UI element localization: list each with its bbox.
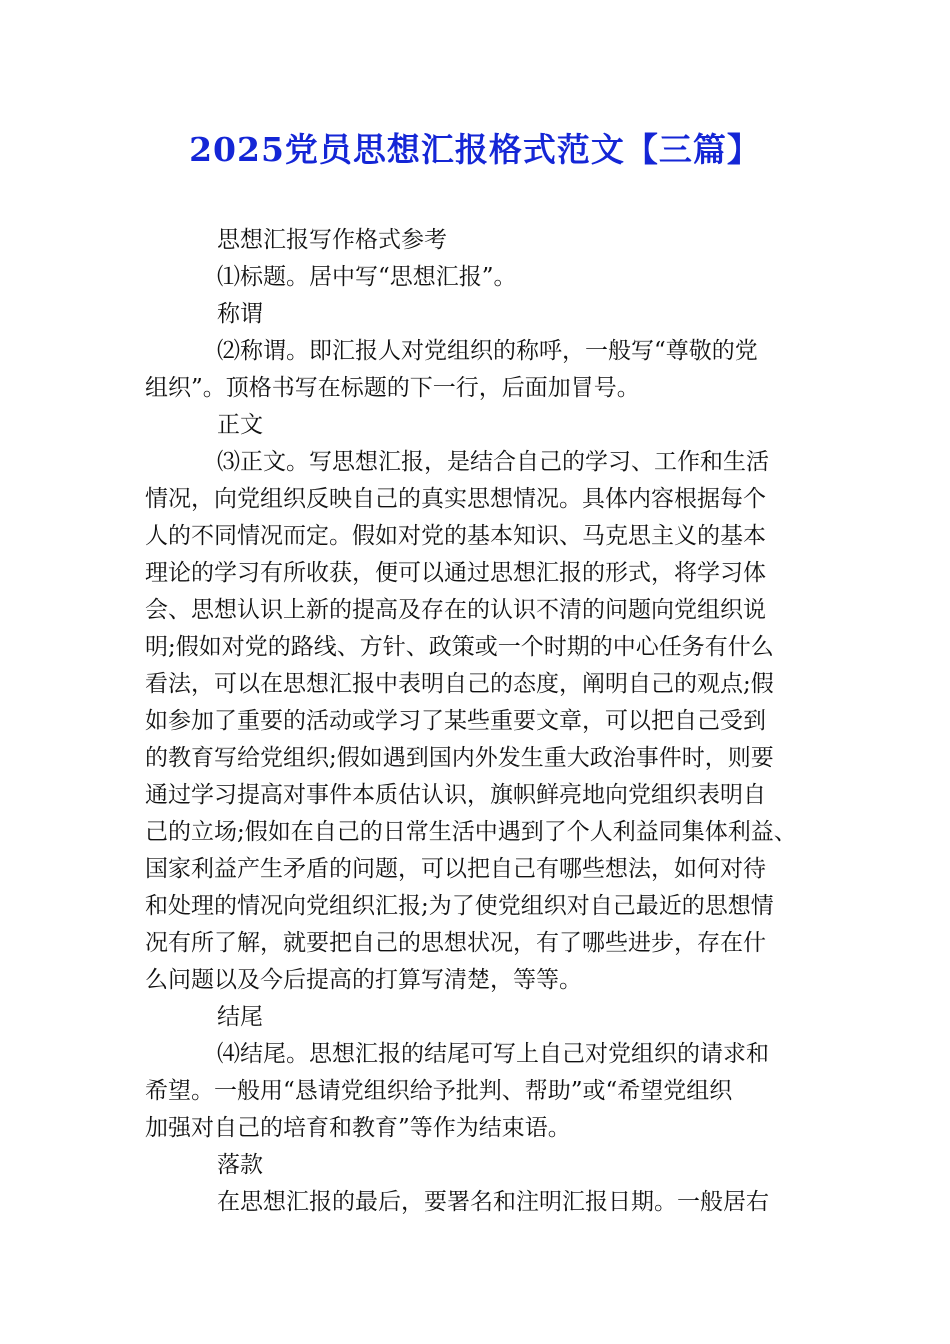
paragraph-line: 国家利益产生矛盾的问题，可以把自己有哪些想法，如何对待: [145, 856, 766, 882]
paragraph-line: 理论的学习有所收获，便可以通过思想汇报的形式，将学习体: [145, 560, 766, 586]
document-title: 2025党员思想汇报格式范文【三篇】: [189, 130, 761, 169]
paragraph-first-line: ⑴标题。居中写“思想汇报”。: [217, 264, 517, 290]
paragraph-line: 加强对自己的培育和教育”等作为结束语。: [145, 1115, 571, 1141]
paragraph-line: 的教育写给党组织;假如遇到国内外发生重大政治事件时，则要: [145, 745, 774, 771]
paragraph-line: 么问题以及今后提高的打算写清楚，等等。: [145, 967, 582, 993]
paragraph-line: 况有所了解，就要把自己的思想状况，有了哪些进步，存在什: [145, 930, 766, 956]
paragraph-first-line: 落款: [217, 1152, 263, 1178]
paragraph-first-line: ⑶正文。写思想汇报，是结合自己的学习、工作和生活: [217, 449, 769, 475]
paragraph-line: 己的立场;假如在自己的日常生活中遇到了个人利益同集体利益、: [145, 819, 797, 845]
paragraph-line: 会、思想认识上新的提高及存在的认识不清的问题向党组织说: [145, 597, 766, 623]
document-body: [145, 222, 825, 1221]
paragraph-first-line: ⑷结尾。思想汇报的结尾可写上自己对党组织的请求和: [217, 1041, 769, 1067]
paragraph-first-line: 思想汇报写作格式参考: [217, 227, 447, 253]
paragraph-line: 组织”。顶格书写在标题的下一行，后面加冒号。: [145, 375, 640, 401]
paragraph-line: 人的不同情况而定。假如对党的基本知识、马克思主义的基本: [145, 523, 766, 549]
paragraph-line: 看法，可以在思想汇报中表明自己的态度，阐明自己的观点;假: [145, 671, 774, 697]
paragraph-first-line: 正文: [217, 412, 263, 438]
paragraph-first-line: ⑵称谓。即汇报人对党组织的称呼，一般写“尊敬的党: [217, 338, 758, 364]
paragraph-line: 明;假如对党的路线、方针、政策或一个时期的中心任务有什么: [145, 634, 774, 660]
paragraph-line: 如参加了重要的活动或学习了某些重要文章，可以把自己受到: [145, 708, 766, 734]
paragraph-first-line: 结尾: [217, 1004, 263, 1030]
paragraph-line: 和处理的情况向党组织汇报;为了使党组织对自己最近的思想情: [145, 893, 774, 919]
paragraph-first-line: 称谓: [217, 301, 263, 327]
paragraph-line: 情况，向党组织反映自己的真实思想情况。具体内容根据每个: [145, 486, 766, 512]
paragraph-line: 希望。一般用“恳请党组织给予批判、帮助”或“希望党组织: [145, 1078, 733, 1104]
paragraph-line: 通过学习提高对事件本质估认识，旗帜鲜亮地向党组织表明自: [145, 782, 766, 808]
paragraph-first-line: 在思想汇报的最后，要署名和注明汇报日期。一般居右: [217, 1189, 769, 1215]
